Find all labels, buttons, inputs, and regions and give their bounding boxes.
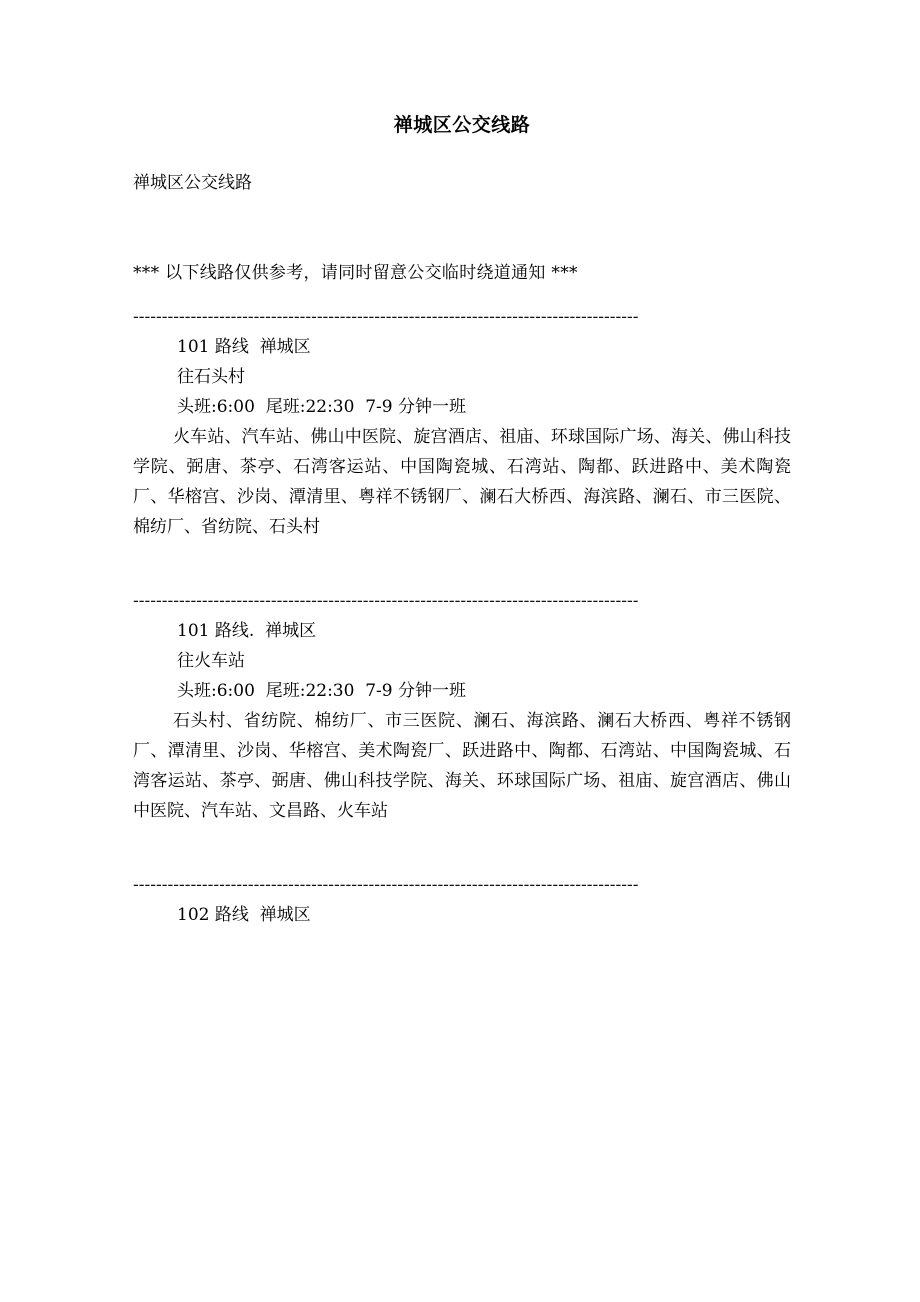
route-header: 101 路线 禅城区 xyxy=(177,337,311,357)
route-entry xyxy=(133,900,791,930)
route-direction: 往石头村 xyxy=(177,367,245,387)
route-entry xyxy=(133,616,791,826)
disclaimer-notice: *** 以下线路仅供参考，请同时留意公交临时绕道通知 *** xyxy=(133,263,578,283)
spacer xyxy=(133,542,791,586)
route-header: 102 路线 禅城区 xyxy=(177,905,311,925)
blank-line xyxy=(133,198,791,228)
section-divider: ---------------------------------------------------------------------------------------- xyxy=(133,875,639,895)
route-direction: 往火车站 xyxy=(177,651,245,671)
document-body xyxy=(133,0,791,930)
route-station-list: 石头村、省纺院、棉纺厂、市三医院、澜石、海滨路、澜石大桥西、粤祥不锈钢厂、潭清里、沙岗、华榕宫、美术陶瓷厂、跃进路中、陶都、石湾站、中国陶瓷城、石湾客运站、茶亭、弼唐、佛山科技学院、海关、环球国际广场、祖庙、旋宫酒店、佛山中医院、汽车站、文昌路、火车站 xyxy=(133,711,791,821)
route-station-list: 火车站、汽车站、佛山中医院、旋宫酒店、祖庙、环球国际广场、海关、佛山科技学院、弼唐、茶亭、石湾客运站、中国陶瓷城、石湾站、陶都、跃进路中、美术陶瓷厂、华榕宫、沙岗、潭清里、粤祥不锈钢厂、澜石大桥西、海滨路、澜石、市三医院、棉纺厂、省纺院、石头村 xyxy=(133,427,791,537)
section-divider: ---------------------------------------------------------------------------------------- xyxy=(133,591,639,611)
spacer xyxy=(133,826,791,870)
document-subtitle: 禅城区公交线路 xyxy=(133,173,252,193)
route-header: 101 路线. 禅城区 xyxy=(177,621,317,641)
route-schedule: 头班:6:00 尾班:22:30 7-9 分钟一班 xyxy=(177,397,467,417)
section-divider: ---------------------------------------------------------------------------------------- xyxy=(133,307,639,327)
spacer xyxy=(133,288,791,302)
blank-line xyxy=(133,228,791,258)
route-entry xyxy=(133,332,791,542)
page-title: 禅城区公交线路 xyxy=(393,114,531,136)
route-schedule: 头班:6:00 尾班:22:30 7-9 分钟一班 xyxy=(177,681,467,701)
